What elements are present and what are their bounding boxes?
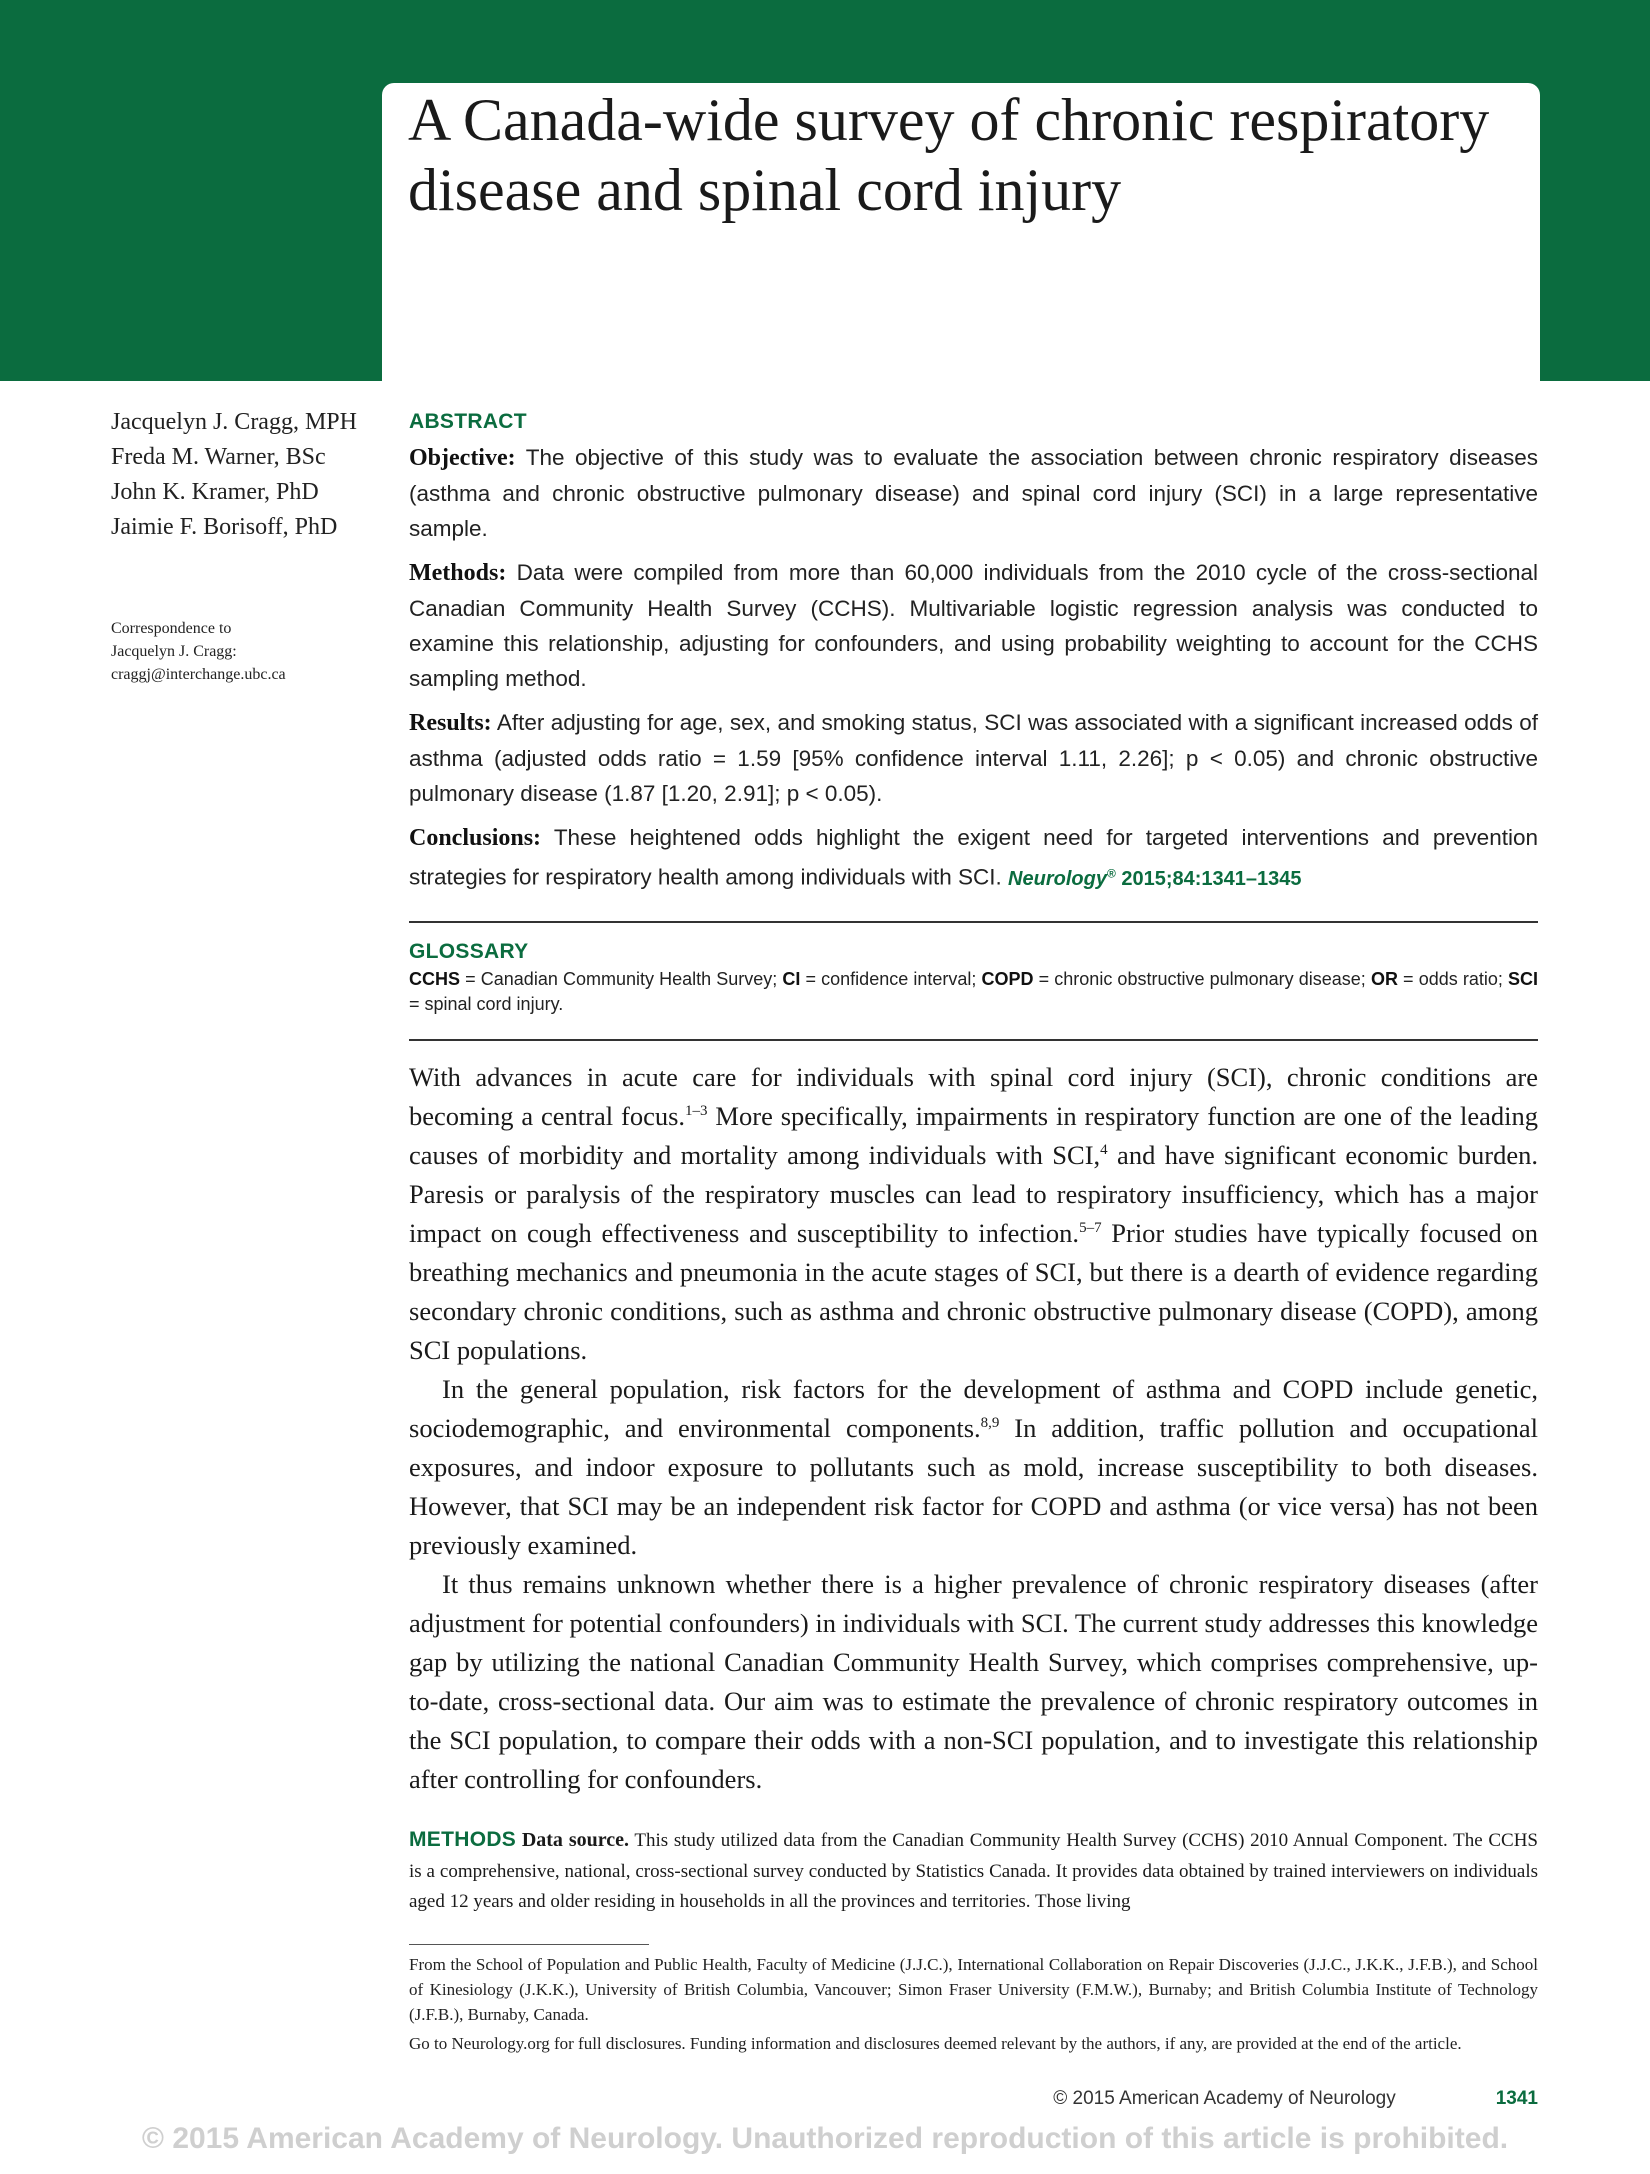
glossary-def: = confidence interval;	[800, 969, 982, 989]
methods-text: This study utilized data from the Canadian Community Health Survey (CCHS) 2010 Annual Component. The CCHS is a comprehensive, national, cross-sectional survey conducted by Statistics Canada. It provides data obtained by trained interviewers on individuals aged 12 years and older residing in households in all the provinces and territories. Those living	[409, 1830, 1538, 1912]
body-text-run: More specifically, impairments in respiratory function are one of the leading causes of morbidity and mortality among individuals with SCI,	[409, 1101, 1539, 1170]
glossary-abbr: SCI	[1508, 969, 1539, 989]
correspondence-email[interactable]: craggj@interchange.ubc.ca	[111, 666, 286, 683]
title-card	[382, 83, 1540, 381]
citation-journal: Neurology	[1008, 867, 1107, 890]
citation-ref: 2015;84:1341–1345	[1115, 867, 1302, 890]
body-text-run: and have significant economic burden. Paresis or paralysis of the respiratory muscles can lead to respiratory insufficiency, which has a major impact on cough effectiveness and susceptibility to infection.	[409, 1140, 1538, 1248]
body-paragraph	[409, 1370, 1538, 1565]
glossary-heading: GLOSSARY	[409, 940, 529, 963]
citation-superscript: 1–3	[685, 1103, 708, 1120]
correspondence-label: Correspondence to	[111, 620, 232, 637]
methods-text: Data were compiled from more than 60,000 individuals from the 2010 cycle of the cross-sectional Canadian Community Health Survey (CCHS). Multivariable logistic regression analysis was conducted to examine this relationship, adjusting for confounders, and using probability weighting to account for the CCHS sampling method.	[409, 560, 1538, 691]
glossary-def: = Canadian Community Health Survey;	[460, 969, 783, 989]
abstract-divider	[409, 921, 1538, 923]
citation-mark: ®	[1106, 866, 1116, 880]
objective-text: The objective of this study was to evaluate the association between chronic respiratory diseases (asthma and chronic obstructive pulmonary disease) and spinal cord injury (SCI) in a large representative sample.	[409, 445, 1538, 541]
author-name: Freda M. Warner, BSc	[111, 444, 326, 470]
copyright-watermark: © 2015 American Academy of Neurology. Unauthorized reproduction of this article is prohibited.	[141, 2122, 1509, 2155]
footnote-section	[409, 1952, 1538, 2060]
glossary-abbr: CCHS	[409, 969, 461, 989]
author-name: Jaimie F. Borisoff, PhD	[111, 514, 338, 540]
abstract-heading: ABSTRACT	[409, 410, 527, 433]
article-title: A Canada-wide survey of chronic respiratory disease and spinal cord injury	[408, 87, 1490, 223]
body-text	[409, 1058, 1538, 1799]
methods-heading: METHODS	[409, 1828, 517, 1851]
glossary-abbr: CI	[782, 969, 801, 989]
page-footer	[1053, 2088, 1538, 2110]
author-name: Jacquelyn J. Cragg, MPH	[111, 409, 357, 435]
conclusions-label: Conclusions:	[409, 825, 542, 851]
abstract-section	[409, 410, 1538, 906]
glossary-section	[409, 940, 1538, 1017]
citation-superscript: 5–7	[1079, 1220, 1102, 1237]
glossary-abbr: OR	[1370, 969, 1398, 989]
glossary-abbr: COPD	[981, 969, 1034, 989]
journal-citation[interactable]	[1008, 868, 1301, 890]
abstract-results	[409, 705, 1538, 811]
methods-subheading: Data source.	[521, 1829, 630, 1851]
glossary-def: = spinal cord injury.	[409, 994, 564, 1014]
body-paragraph	[409, 1058, 1538, 1370]
glossary-def: = odds ratio;	[1397, 969, 1508, 989]
author-list	[111, 405, 391, 545]
body-text-run: In the general population, risk factors for the development of asthma and COPD include genetic, sociodemographic, and environmental components.	[409, 1374, 1538, 1443]
author-name: John K. Kramer, PhD	[111, 479, 319, 505]
citation-superscript: 4	[1100, 1142, 1108, 1159]
methods-label: Methods:	[409, 560, 507, 586]
correspondence-name: Jacquelyn J. Cragg:	[111, 643, 237, 660]
affiliations-note: From the School of Population and Public Health, Faculty of Medicine (J.J.C.), International Collaboration on Repair Discoveries (J.J.C., J.K.K., J.F.B.), and School of Kinesiology (J.K.K.), University of British Columbia, Vancouver; Simon Fraser University (F.M.W.), Burnaby; and British Columbia Institute of Technology (J.F.B.), Burnaby, Canada.	[409, 1955, 1538, 2024]
results-label: Results:	[409, 710, 492, 736]
page-number: 1341	[1495, 2088, 1538, 2109]
abstract-objective	[409, 440, 1538, 546]
abstract-conclusions	[409, 820, 1538, 897]
footnote-divider	[409, 1944, 649, 1945]
body-text-run: Prior studies have typically focused on breathing mechanics and pneumonia in the acute stages of SCI, but there is a dearth of evidence regarding secondary chronic conditions, such as asthma and chronic obstructive pulmonary disease (COPD), among SCI populations.	[409, 1218, 1538, 1365]
methods-section	[409, 1825, 1538, 1918]
conclusions-text: These heightened odds highlight the exigent need for targeted interventions and prevention strategies for respiratory health among individuals with SCI.	[409, 825, 1538, 890]
objective-label: Objective:	[409, 445, 516, 471]
footer-copyright: © 2015 American Academy of Neurology	[1053, 2088, 1396, 2109]
results-text: After adjusting for age, sex, and smoking status, SCI was associated with a significant increased odds of asthma (adjusted odds ratio = 1.59 [95% confidence interval 1.11, 2.26]; p < 0.05) and chronic obstructive pulmonary disease (1.87 [1.20, 2.91]; p < 0.05).	[409, 710, 1539, 806]
correspondence-block	[111, 617, 371, 686]
citation-superscript: 8,9	[980, 1415, 1000, 1432]
abstract-methods	[409, 555, 1538, 696]
disclosures-note: Go to Neurology.org for full disclosures. Funding information and disclosures deemed relevant by the authors, if any, are provided at the end of the article.	[409, 2034, 1462, 2053]
body-paragraph: It thus remains unknown whether there is a higher prevalence of chronic respiratory diseases (after adjustment for potential confounders) in individuals with SCI. The current study addresses this knowledge gap by utilizing the national Canadian Community Health Survey, which comprises comprehensive, up-to-date, cross-sectional data. Our aim was to estimate the prevalence of chronic respiratory outcomes in the SCI population, to compare their odds with a non-SCI population, and to investigate this relationship after controlling for confounders.	[409, 1569, 1538, 1794]
glossary-text	[409, 967, 1538, 1017]
body-text-run: In addition, traffic pollution and occupational exposures, and indoor exposure to pollutants such as mold, increase susceptibility to both diseases. However, that SCI may be an independent risk factor for COPD and asthma (or vice versa) has not been previously examined.	[409, 1413, 1538, 1560]
glossary-def: = chronic obstructive pulmonary disease;	[1033, 969, 1371, 989]
glossary-divider	[409, 1039, 1538, 1041]
body-text-run: With advances in acute care for individuals with spinal cord injury (SCI), chronic conditions are becoming a central focus.	[409, 1062, 1538, 1131]
